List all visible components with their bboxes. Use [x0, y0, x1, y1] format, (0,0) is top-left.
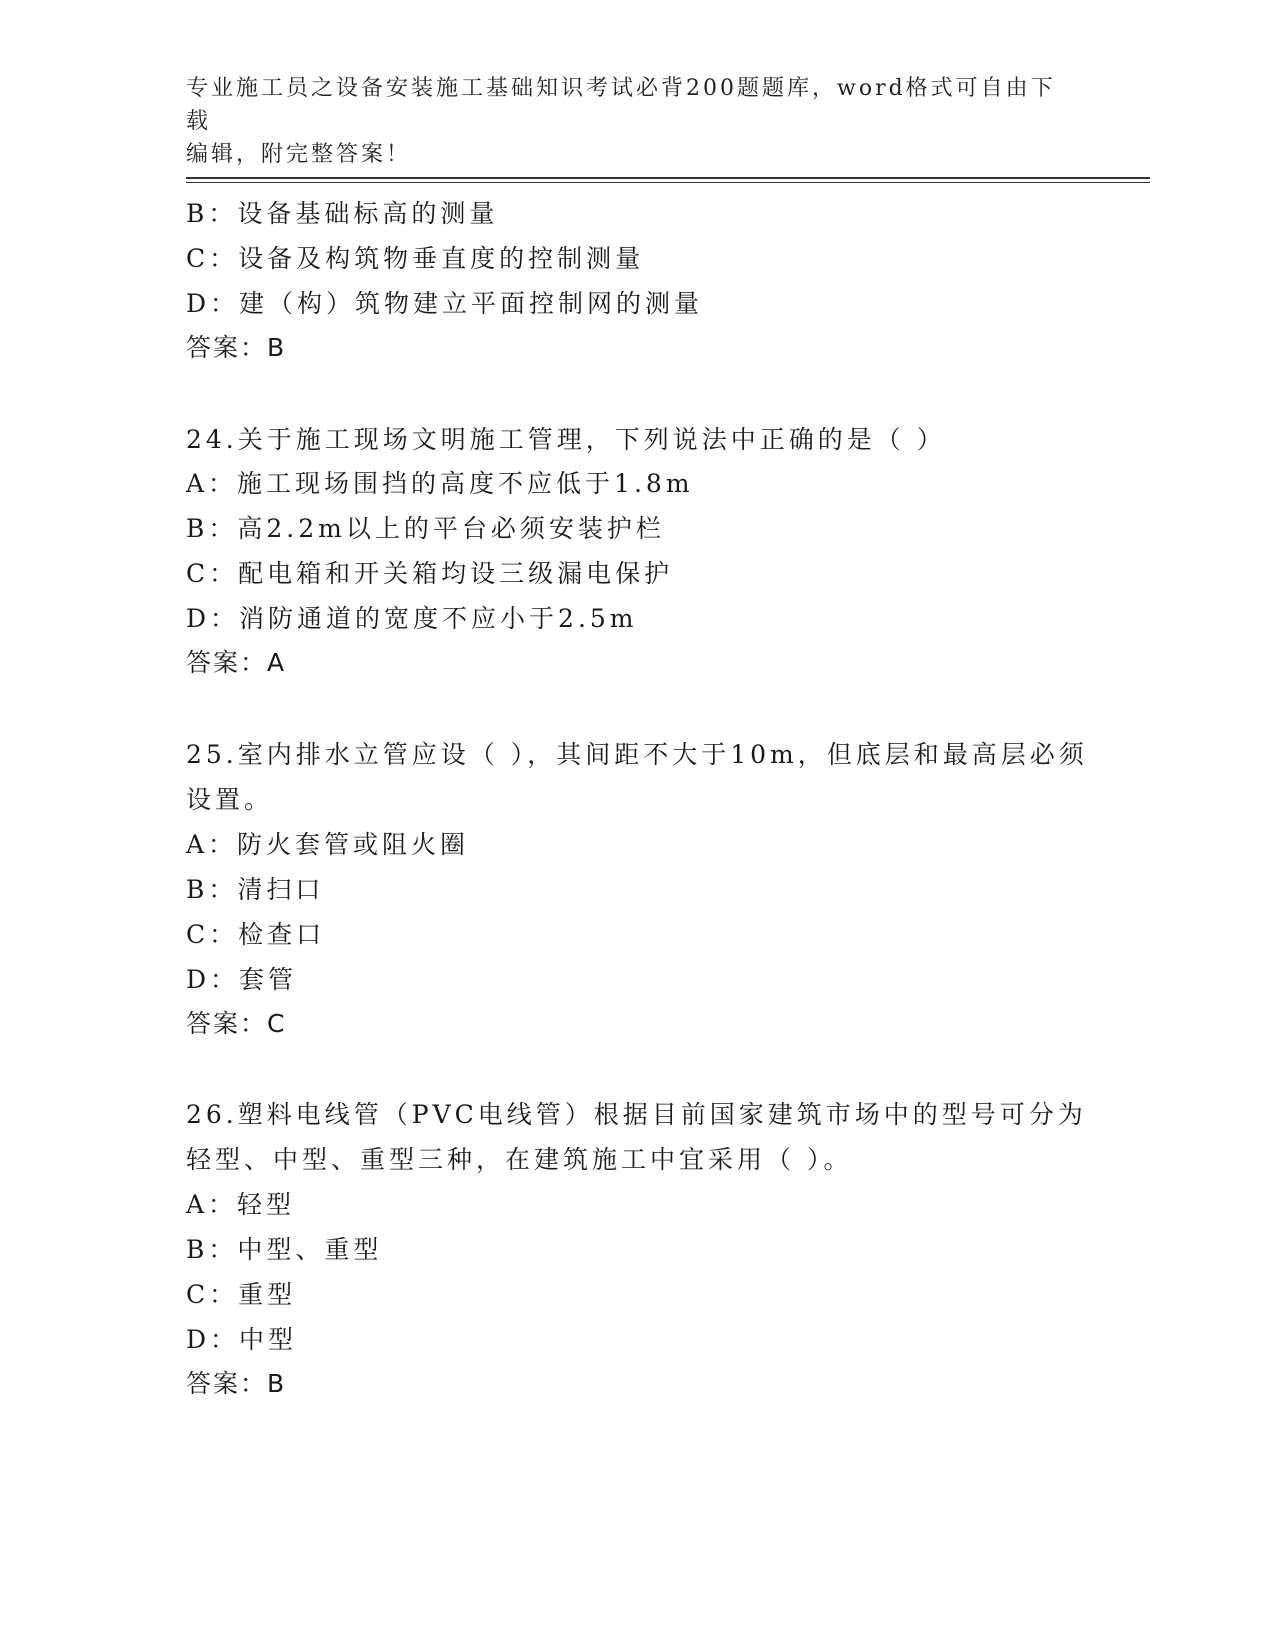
q25-answer: 答案：C [186, 1009, 287, 1038]
q25-option-b: B：清扫口 [186, 875, 325, 904]
q23-option-c: C：设备及构筑物垂直度的控制测量 [186, 244, 645, 273]
q26-option-d: D：中型 [186, 1325, 298, 1354]
q26-stem-line-2: 轻型、中型、重型三种，在建筑施工中宜采用（ ）。 [186, 1145, 853, 1174]
header-line-1: 专业施工员之设备安装施工基础知识考试必背200题题库，word格式可自由下载 [186, 76, 1056, 134]
q24-option-b: B：高2.2m以上的平台必须安装护栏 [186, 514, 665, 543]
q24-answer: 答案：A [186, 648, 287, 677]
header-divider-thick [186, 177, 1150, 179]
q23-option-b: B：设备基础标高的测量 [186, 199, 499, 228]
q26-option-b: B：中型、重型 [186, 1235, 383, 1264]
q24-option-c: C：配电箱和开关箱均设三级漏电保护 [186, 559, 674, 588]
q25-option-c: C：检查口 [186, 920, 326, 949]
q24-option-d: D：消防通道的宽度不应小于2.5m [186, 604, 638, 633]
q25-option-d: D：套管 [186, 965, 298, 994]
q25-option-a: A：防火套管或阻火圈 [186, 830, 470, 859]
q26-answer: 答案：B [186, 1369, 287, 1398]
q26-option-a: A：轻型 [186, 1190, 296, 1219]
header-line-2: 编辑，附完整答案！ [186, 142, 412, 167]
q23-option-d: D：建（构）筑物建立平面控制网的测量 [186, 289, 704, 318]
q24-option-a: A：施工现场围挡的高度不应低于1.8m [186, 469, 694, 498]
q24-stem: 24.关于施工现场文明施工管理，下列说法中正确的是（ ） [186, 425, 946, 454]
q25-stem-line-1: 25.室内排水立管应设（ ），其间距不大于10m，但底层和最高层必须 [186, 740, 1088, 769]
q23-answer: 答案：B [186, 333, 287, 362]
header-divider-thin [186, 182, 1150, 183]
document-header [186, 72, 1066, 171]
q26-stem-line-1: 26.塑料电线管（PVC电线管）根据目前国家建筑市场中的型号可分为 [186, 1100, 1087, 1129]
q26-option-c: C：重型 [186, 1280, 297, 1309]
q25-stem-line-2: 设置。 [186, 785, 274, 814]
